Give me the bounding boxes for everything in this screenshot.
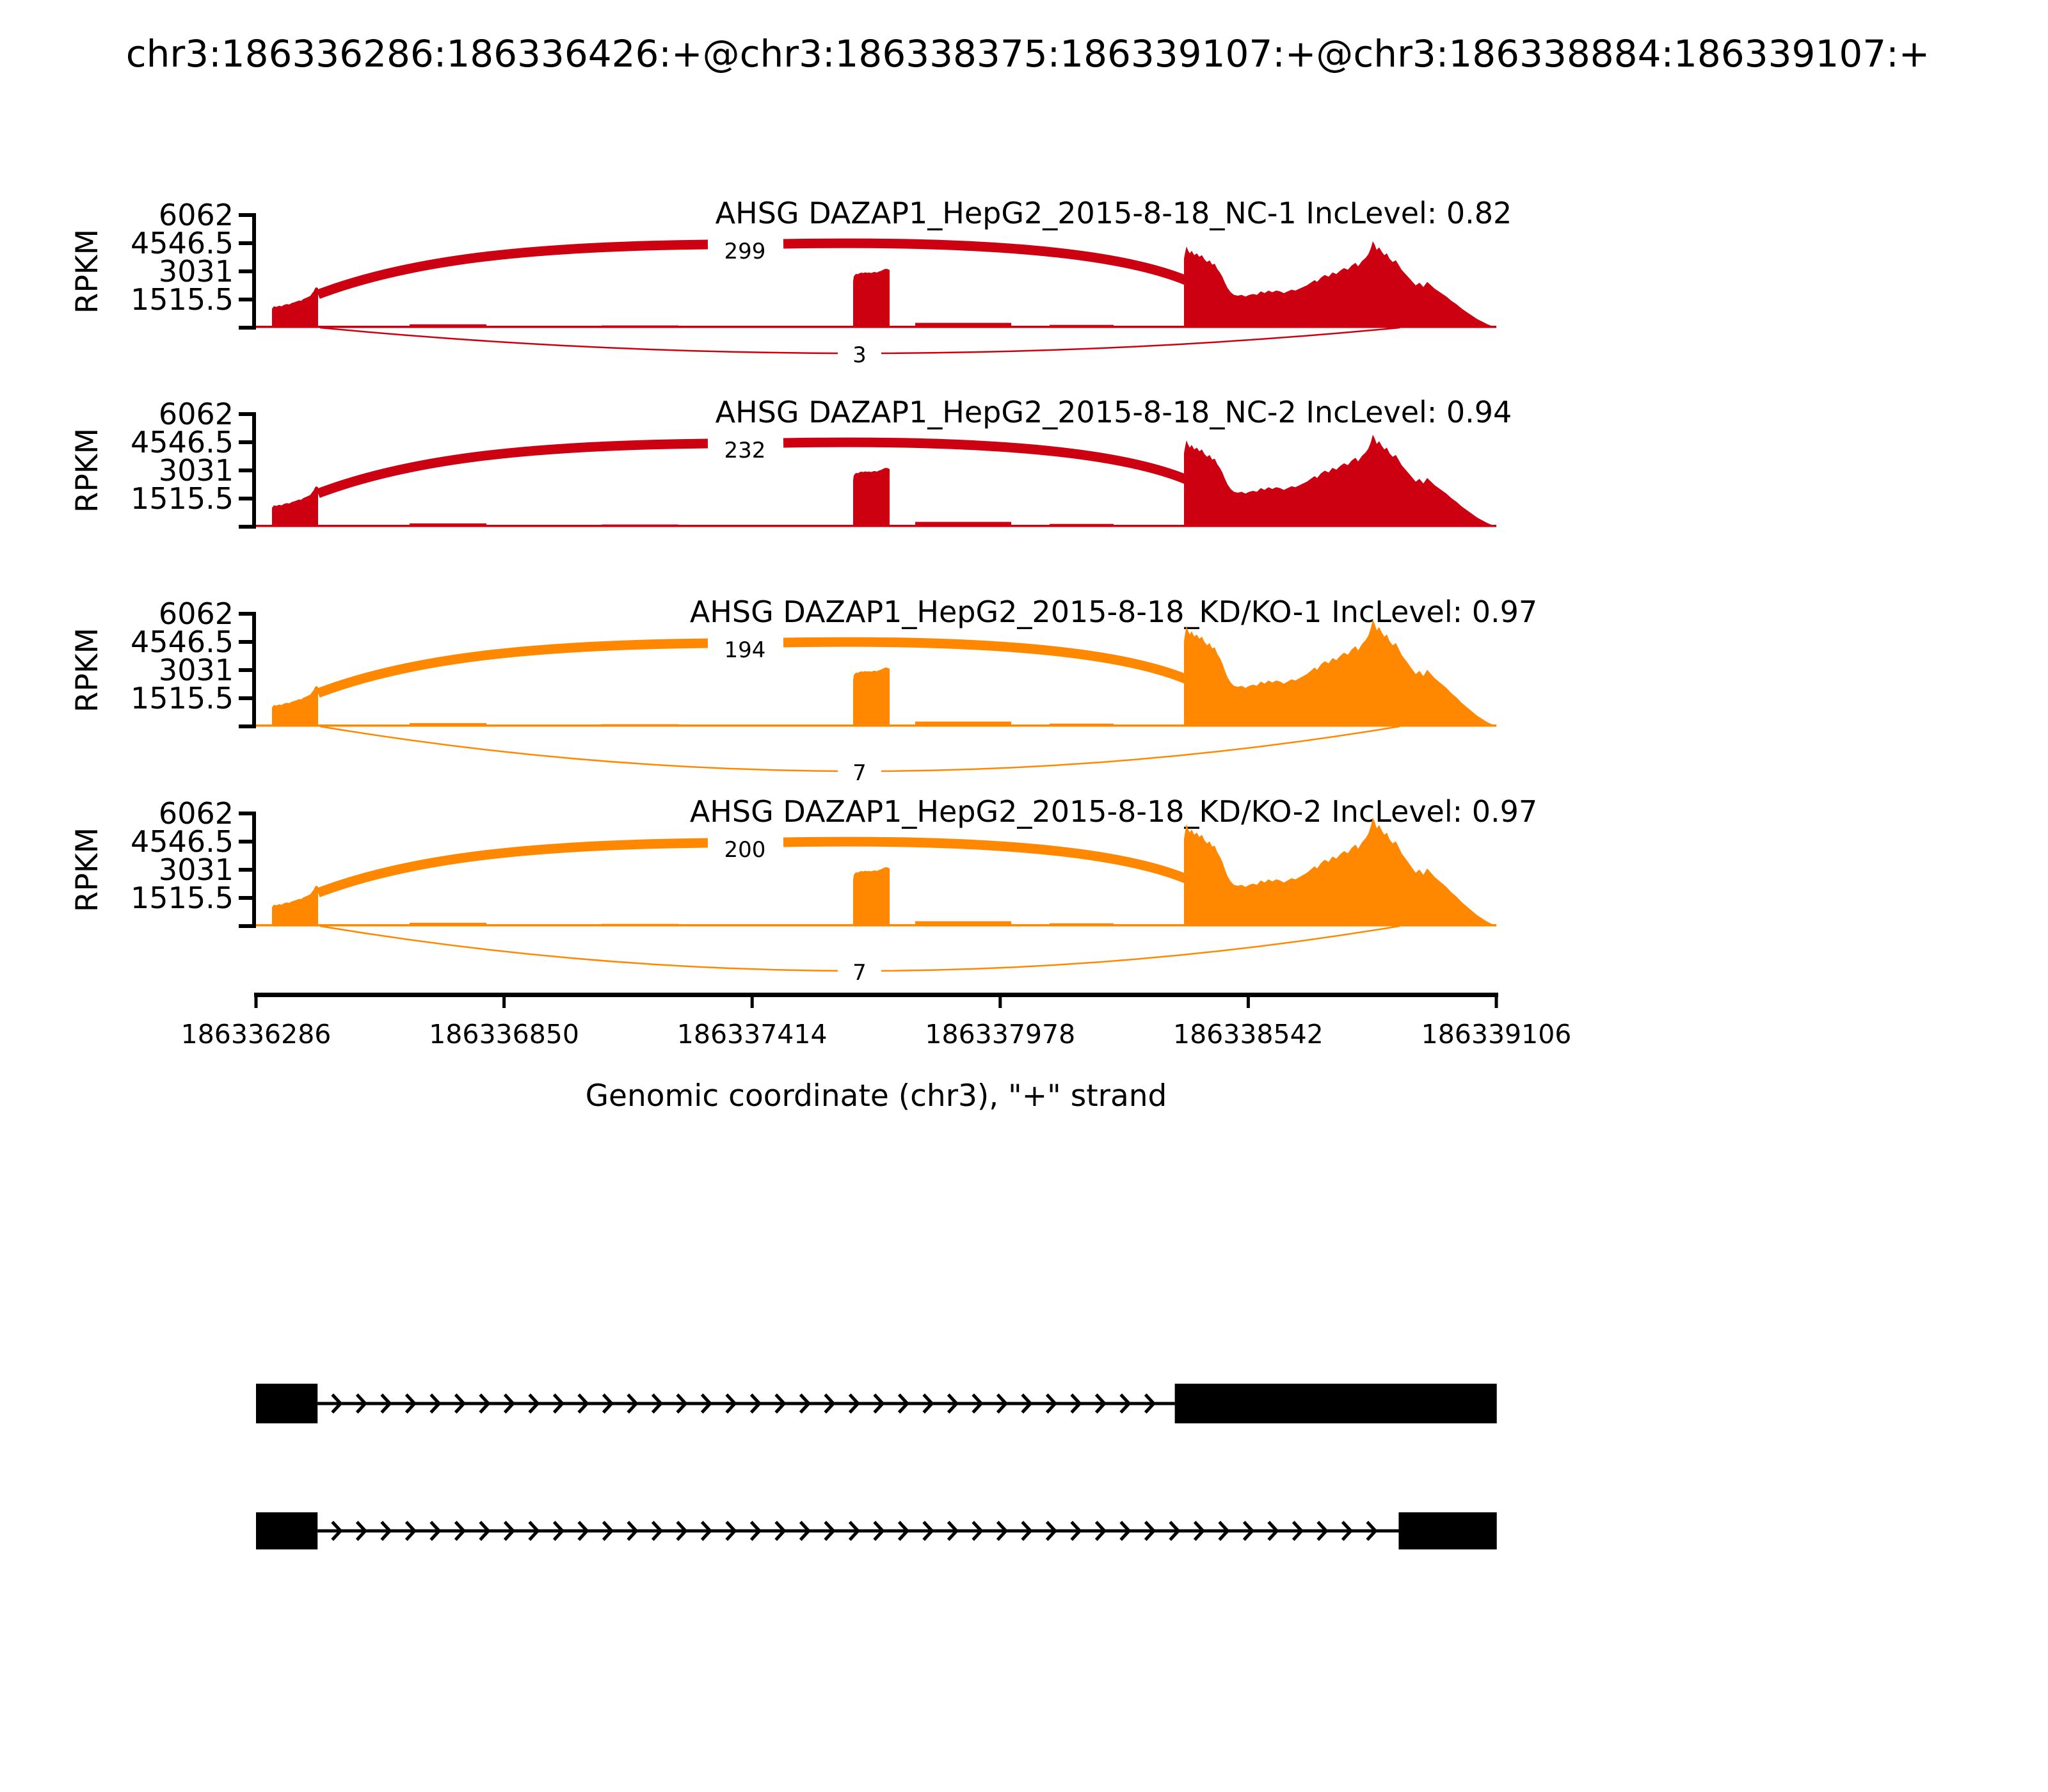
x-axis-tick xyxy=(1247,993,1250,1008)
y-axis-tick xyxy=(239,696,254,700)
y-axis-title: RPKM xyxy=(70,428,105,513)
y-tick-label: 4546.5 xyxy=(131,425,234,460)
coverage-noise xyxy=(410,923,486,926)
page-title: chr3:186336286:186336426:+@chr3:186338375:186339107:+@chr3:186338884:186339107:+ xyxy=(125,32,1930,76)
y-axis-tick xyxy=(239,241,254,245)
coverage-area xyxy=(272,620,1496,726)
coverage-noise xyxy=(410,324,486,328)
coverage-noise xyxy=(1050,325,1114,328)
inclusion-junction-arc xyxy=(783,642,1186,679)
inclusion-junction-arc xyxy=(318,643,708,693)
inclusion-junction-count: 200 xyxy=(724,837,766,863)
y-tick-label: 3031 xyxy=(158,453,234,488)
track-1 xyxy=(70,196,1512,368)
inclusion-junction-count: 194 xyxy=(724,637,766,663)
coverage-noise xyxy=(410,524,486,527)
y-axis-tick xyxy=(239,497,254,500)
y-axis-tick xyxy=(239,440,254,444)
genomic-x-axis xyxy=(181,993,1572,1114)
y-axis-tick xyxy=(239,812,254,815)
x-axis-tick xyxy=(1495,993,1498,1008)
skipping-isoform xyxy=(256,1512,1497,1549)
x-axis-tick xyxy=(998,993,1002,1008)
y-axis-title: RPKM xyxy=(70,827,105,913)
exon-box xyxy=(1398,1512,1496,1549)
exon-box xyxy=(1175,1384,1497,1423)
skipping-junction-count: 3 xyxy=(852,342,867,368)
coverage-noise xyxy=(602,724,678,726)
intron-line xyxy=(317,1402,1174,1405)
y-axis-title: RPKM xyxy=(70,228,105,314)
y-axis-tick xyxy=(239,868,254,872)
x-tick-label: 186337414 xyxy=(676,1019,828,1050)
x-axis-title: Genomic coordinate (chr3), "+" strand xyxy=(585,1078,1167,1114)
inclusion-junction-arc xyxy=(783,442,1186,479)
y-axis-tick xyxy=(239,269,254,273)
y-tick-label: 3031 xyxy=(158,254,234,289)
coverage-noise xyxy=(602,924,678,926)
y-tick-label: 4546.5 xyxy=(131,625,234,659)
x-tick-label: 186336286 xyxy=(180,1019,332,1050)
x-tick-label: 186336850 xyxy=(429,1019,579,1050)
x-tick-label: 186339106 xyxy=(1421,1019,1572,1050)
inclusion-junction-arc xyxy=(318,244,708,294)
inclusion-junction-arc xyxy=(318,444,708,493)
y-tick-label: 6062 xyxy=(158,796,234,831)
y-axis-tick xyxy=(239,213,254,217)
y-tick-label: 6062 xyxy=(158,596,234,631)
inclusion-junction-arc xyxy=(783,842,1186,879)
coverage-area xyxy=(272,241,1496,328)
y-tick-label: 1515.5 xyxy=(131,282,234,317)
track-title: AHSG DAZAP1_HepG2_2015-8-18_NC-2 IncLevel: 0.94 xyxy=(715,395,1512,429)
track-title: AHSG DAZAP1_HepG2_2015-8-18_NC-1 IncLevel: 0.82 xyxy=(715,196,1512,230)
track-4 xyxy=(70,794,1537,986)
y-axis-tick xyxy=(239,924,254,928)
track-title: AHSG DAZAP1_HepG2_2015-8-18_KD/KO-1 IncLevel: 0.97 xyxy=(689,595,1538,629)
y-tick-label: 3031 xyxy=(158,653,234,687)
track-title: AHSG DAZAP1_HepG2_2015-8-18_KD/KO-2 IncLevel: 0.97 xyxy=(689,794,1538,829)
coverage-noise xyxy=(1050,524,1114,527)
y-axis-tick xyxy=(239,612,254,616)
x-axis-tick xyxy=(502,993,506,1008)
y-axis-tick xyxy=(239,326,254,330)
coverage-noise xyxy=(915,921,1011,926)
y-tick-label: 1515.5 xyxy=(131,881,234,915)
coverage-noise xyxy=(915,721,1011,726)
y-axis-tick xyxy=(239,724,254,728)
x-tick-label: 186337978 xyxy=(925,1019,1076,1050)
inclusion-junction-count: 232 xyxy=(724,438,766,463)
x-axis-tick xyxy=(255,993,258,1008)
track-3 xyxy=(70,595,1537,786)
coverage-noise xyxy=(410,723,486,726)
skipping-junction-count: 7 xyxy=(852,960,867,986)
y-axis-tick xyxy=(239,525,254,529)
y-axis-title: RPKM xyxy=(70,627,105,713)
x-axis-tick xyxy=(751,993,754,1008)
exon-box xyxy=(256,1512,317,1549)
skipping-junction-count: 7 xyxy=(852,760,867,786)
transcript-structures xyxy=(256,1384,1497,1549)
exon-box xyxy=(256,1384,317,1423)
y-axis-tick xyxy=(239,298,254,301)
track-2 xyxy=(70,395,1512,529)
y-tick-label: 4546.5 xyxy=(131,226,234,260)
coverage-noise xyxy=(602,326,678,328)
inclusion-junction-count: 299 xyxy=(724,239,766,264)
y-tick-label: 6062 xyxy=(158,397,234,431)
coverage-noise xyxy=(602,525,678,527)
y-tick-label: 1515.5 xyxy=(131,681,234,716)
y-tick-label: 1515.5 xyxy=(131,481,234,516)
coverage-area xyxy=(272,817,1496,926)
y-tick-label: 6062 xyxy=(158,198,234,232)
coverage-noise xyxy=(1050,924,1114,926)
coverage-noise xyxy=(915,323,1011,328)
y-axis-tick xyxy=(239,840,254,844)
inclusion-junction-arc xyxy=(318,843,708,893)
y-tick-label: 3031 xyxy=(158,852,234,887)
y-axis-tick xyxy=(239,412,254,416)
inclusion-junction-arc xyxy=(783,243,1186,280)
y-axis-tick xyxy=(239,896,254,900)
x-axis-line xyxy=(254,993,1498,997)
inclusion-isoform xyxy=(256,1384,1497,1423)
coverage-noise xyxy=(915,522,1011,527)
y-tick-label: 4546.5 xyxy=(131,824,234,859)
coverage-noise xyxy=(1050,724,1114,726)
coverage-area xyxy=(272,435,1496,527)
y-axis-tick xyxy=(239,668,254,672)
coverage-tracks xyxy=(70,196,1537,986)
y-axis-tick xyxy=(239,468,254,472)
x-tick-label: 186338542 xyxy=(1173,1019,1324,1050)
y-axis-tick xyxy=(239,640,254,644)
